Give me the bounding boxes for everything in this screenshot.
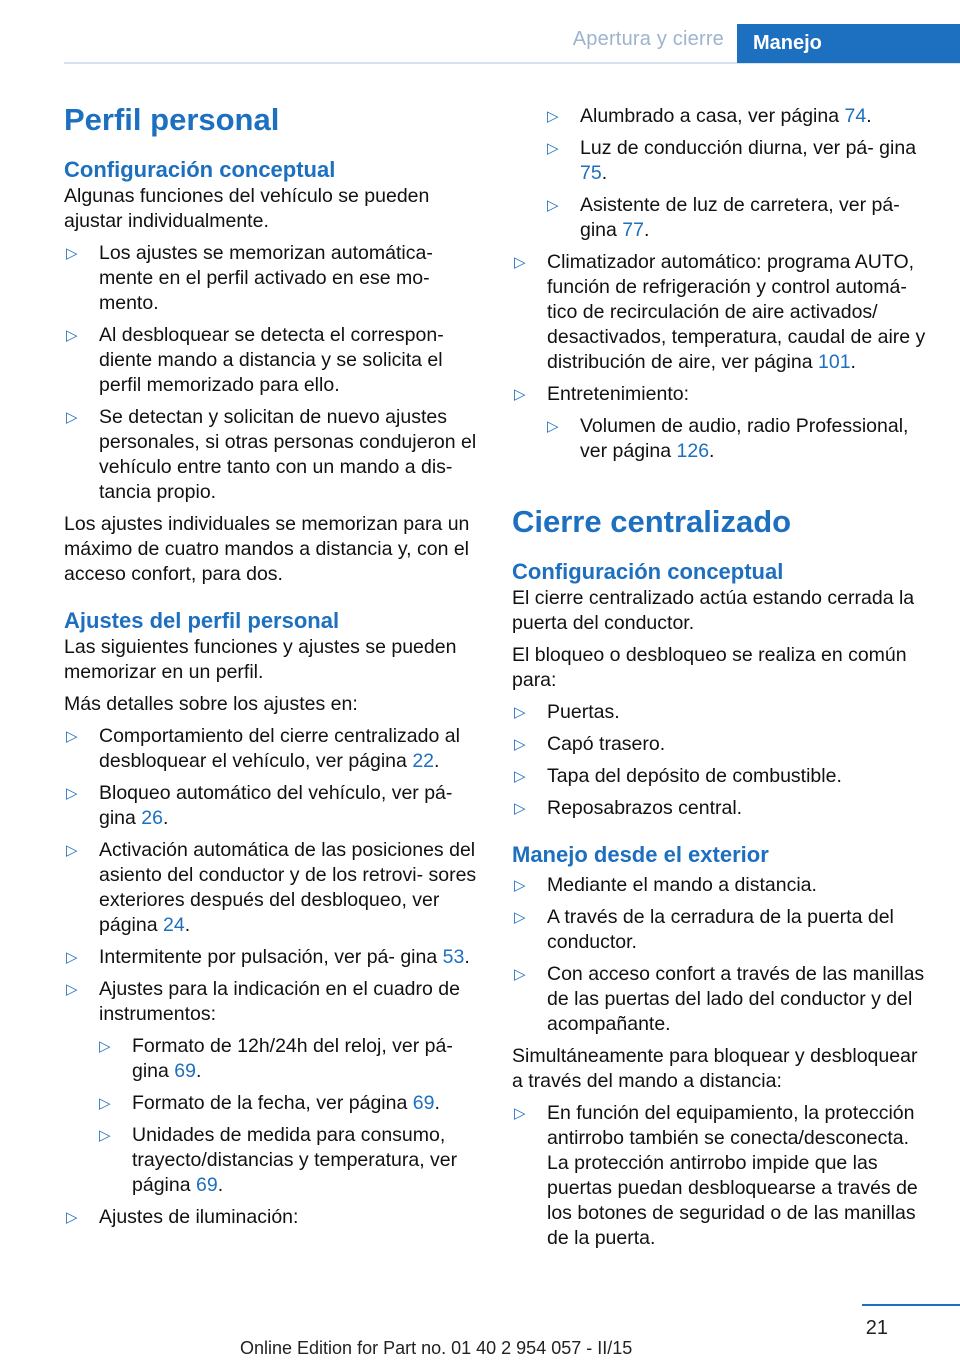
sub-list-item: ▷ Luz de conducción diurna, ver pá‐ gina 75.	[547, 137, 917, 184]
triangle-bullet-icon: ▷	[66, 409, 78, 426]
list-item: ▷ Reposabrazos central.	[514, 797, 743, 819]
triangle-bullet-icon: ▷	[547, 140, 559, 157]
triangle-bullet-icon: ▷	[66, 949, 78, 966]
list-item: ▷ Al desbloquear se detecta el correspon‐ diente mando a distancia y se solicita el perfil memorizado para ello.	[66, 324, 444, 396]
sub-list-item: ▷ Formato de 12h/24h del reloj, ver pá‐ gina 69.	[99, 1035, 453, 1082]
triangle-bullet-icon: ▷	[547, 418, 559, 435]
sub-list-item: ▷ Asistente de luz de carretera, ver pá‐ gina 77.	[547, 194, 900, 241]
triangle-bullet-icon: ▷	[66, 728, 78, 745]
sub-list-item: ▷ Unidades de medida para consumo, trayecto/distancias y temperatura, ver página 69.	[99, 1124, 458, 1196]
list-item: ▷ En función del equipamiento, la protección antirrobo también se conecta/desconecta. La protección antirrobo impide que las puertas puedan desbloquearse a través de los botones de seguridad o de las manillas de la puerta.	[514, 1102, 918, 1249]
settings-intro: Las siguientes funciones y ajustes se pueden memorizar en un perfil.	[64, 636, 457, 683]
page-link[interactable]: 53	[442, 946, 465, 968]
triangle-bullet-icon: ▷	[514, 1105, 526, 1122]
list-item: ▷ Climatizador automático: programa AUTO, función de refrigeración y control automá‐ tico de recirculación de aire activados/ desactivados, temperatura, caudal de aire y distribución de aire, ver página 101.	[514, 251, 926, 373]
triangle-bullet-icon: ▷	[514, 704, 526, 721]
list-item: ▷ Comportamiento del cierre centralizado al desbloquear el vehículo, ver página 22.	[66, 725, 460, 772]
triangle-bullet-icon: ▷	[514, 909, 526, 926]
triangle-bullet-icon: ▷	[514, 966, 526, 983]
outside-paragraph: Simultáneamente para bloquear y desbloquear a través del mando a distancia:	[512, 1045, 918, 1092]
left-column	[64, 100, 480, 1230]
triangle-bullet-icon: ▷	[99, 1095, 111, 1112]
footer-rule	[862, 1304, 960, 1306]
page-link[interactable]: 69	[195, 1174, 218, 1196]
outro-paragraph: Los ajustes individuales se memorizan para un máximo de cuatro mandos a distancia y, con el acceso confort, para dos.	[64, 513, 470, 585]
page-link[interactable]: 26	[141, 807, 163, 829]
header-section-label: Apertura y cierre	[572, 28, 724, 50]
list-item: ▷ Se detectan y solicitan de nuevo ajustes personales, si otras personas condujeron el vehículo entre tanto con un mando a dis‐ tancia propio.	[66, 406, 477, 503]
header-chapter-tab: Manejo	[737, 24, 960, 63]
section-title-perfil-personal: Perfil personal	[64, 102, 280, 137]
section-title-cierre-centralizado: Cierre centralizado	[512, 504, 792, 539]
triangle-bullet-icon: ▷	[66, 1209, 78, 1226]
heading-configuracion-conceptual: Configuración conceptual	[64, 157, 336, 182]
triangle-bullet-icon: ▷	[66, 327, 78, 344]
sub-list-item: ▷ Formato de la fecha, ver página 69.	[99, 1092, 440, 1114]
list-item: ▷ Los ajustes se memorizan automática‐ mente en el perfil activado en ese mo‐ mento.	[66, 242, 433, 314]
page-link[interactable]: 74	[844, 105, 867, 127]
settings-details: Más detalles sobre los ajustes en:	[64, 693, 358, 715]
list-item: ▷ Mediante el mando a distancia.	[514, 874, 817, 896]
triangle-bullet-icon: ▷	[99, 1038, 111, 1055]
triangle-bullet-icon: ▷	[514, 254, 526, 271]
list-item: ▷ Bloqueo automático del vehículo, ver pá‐ gina 26.	[66, 782, 453, 829]
lock-paragraph: El cierre centralizado actúa estando cerrada la puerta del conductor.	[512, 587, 915, 634]
page-number: 21	[865, 1317, 888, 1339]
list-item: ▷ Ajustes de iluminación:	[66, 1206, 299, 1228]
triangle-bullet-icon: ▷	[514, 736, 526, 753]
triangle-bullet-icon: ▷	[514, 386, 526, 403]
page-link[interactable]: 75	[580, 162, 602, 184]
list-item: ▷ A través de la cerradura de la puerta del conductor.	[514, 906, 894, 953]
triangle-bullet-icon: ▷	[514, 877, 526, 894]
triangle-bullet-icon: ▷	[514, 800, 526, 817]
heading-manejo-exterior: Manejo desde el exterior	[512, 842, 769, 867]
triangle-bullet-icon: ▷	[66, 785, 78, 802]
list-item: ▷ Activación automática de las posiciones del asiento del conductor y de los retrovi‐ sores exteriores después del desbloqueo, ver página 24.	[66, 839, 477, 936]
triangle-bullet-icon: ▷	[514, 768, 526, 785]
page-link[interactable]: 24	[162, 914, 185, 936]
triangle-bullet-icon: ▷	[547, 197, 559, 214]
triangle-bullet-icon: ▷	[66, 245, 78, 262]
sub-list-item: ▷ Alumbrado a casa, ver página 74.	[547, 105, 872, 127]
page-link[interactable]: 101	[818, 351, 851, 373]
heading-ajustes-perfil: Ajustes del perfil personal	[64, 608, 340, 633]
list-item: ▷ Capó trasero.	[514, 733, 666, 755]
page-link[interactable]: 126	[676, 440, 710, 462]
list-item: ▷ Ajustes para la indicación en el cuadro de instrumentos:	[66, 978, 460, 1025]
sub-list-item: ▷ Volumen de audio, radio Professional, ver página 126.	[547, 415, 909, 462]
list-item: ▷ Entretenimiento:	[514, 383, 689, 405]
page-link[interactable]: 22	[412, 750, 435, 772]
list-item: ▷ Tapa del depósito de combustible.	[514, 765, 842, 787]
page-link[interactable]: 69	[174, 1060, 196, 1082]
list-item: ▷ Puertas.	[514, 701, 620, 723]
intro-paragraph: Algunas funciones del vehículo se pueden ajustar individualmente.	[64, 185, 430, 232]
triangle-bullet-icon: ▷	[99, 1127, 111, 1144]
page-link[interactable]: 77	[622, 219, 644, 241]
heading-configuracion-conceptual: Configuración conceptual	[512, 559, 784, 584]
lock-paragraph: El bloqueo o desbloqueo se realiza en común para:	[512, 644, 907, 691]
triangle-bullet-icon: ▷	[66, 981, 78, 998]
triangle-bullet-icon: ▷	[547, 108, 559, 125]
list-item: ▷ Intermitente por pulsación, ver pá‐ gina 53.	[66, 946, 470, 968]
triangle-bullet-icon: ▷	[66, 842, 78, 859]
edition-footer: Online Edition for Part no. 01 40 2 954 057 - II/15	[240, 1338, 633, 1358]
page-link[interactable]: 69	[412, 1092, 435, 1114]
right-column	[512, 100, 932, 1251]
list-item: ▷ Con acceso confort a través de las manillas de las puertas del lado del conductor y del acompañante.	[514, 963, 925, 1035]
